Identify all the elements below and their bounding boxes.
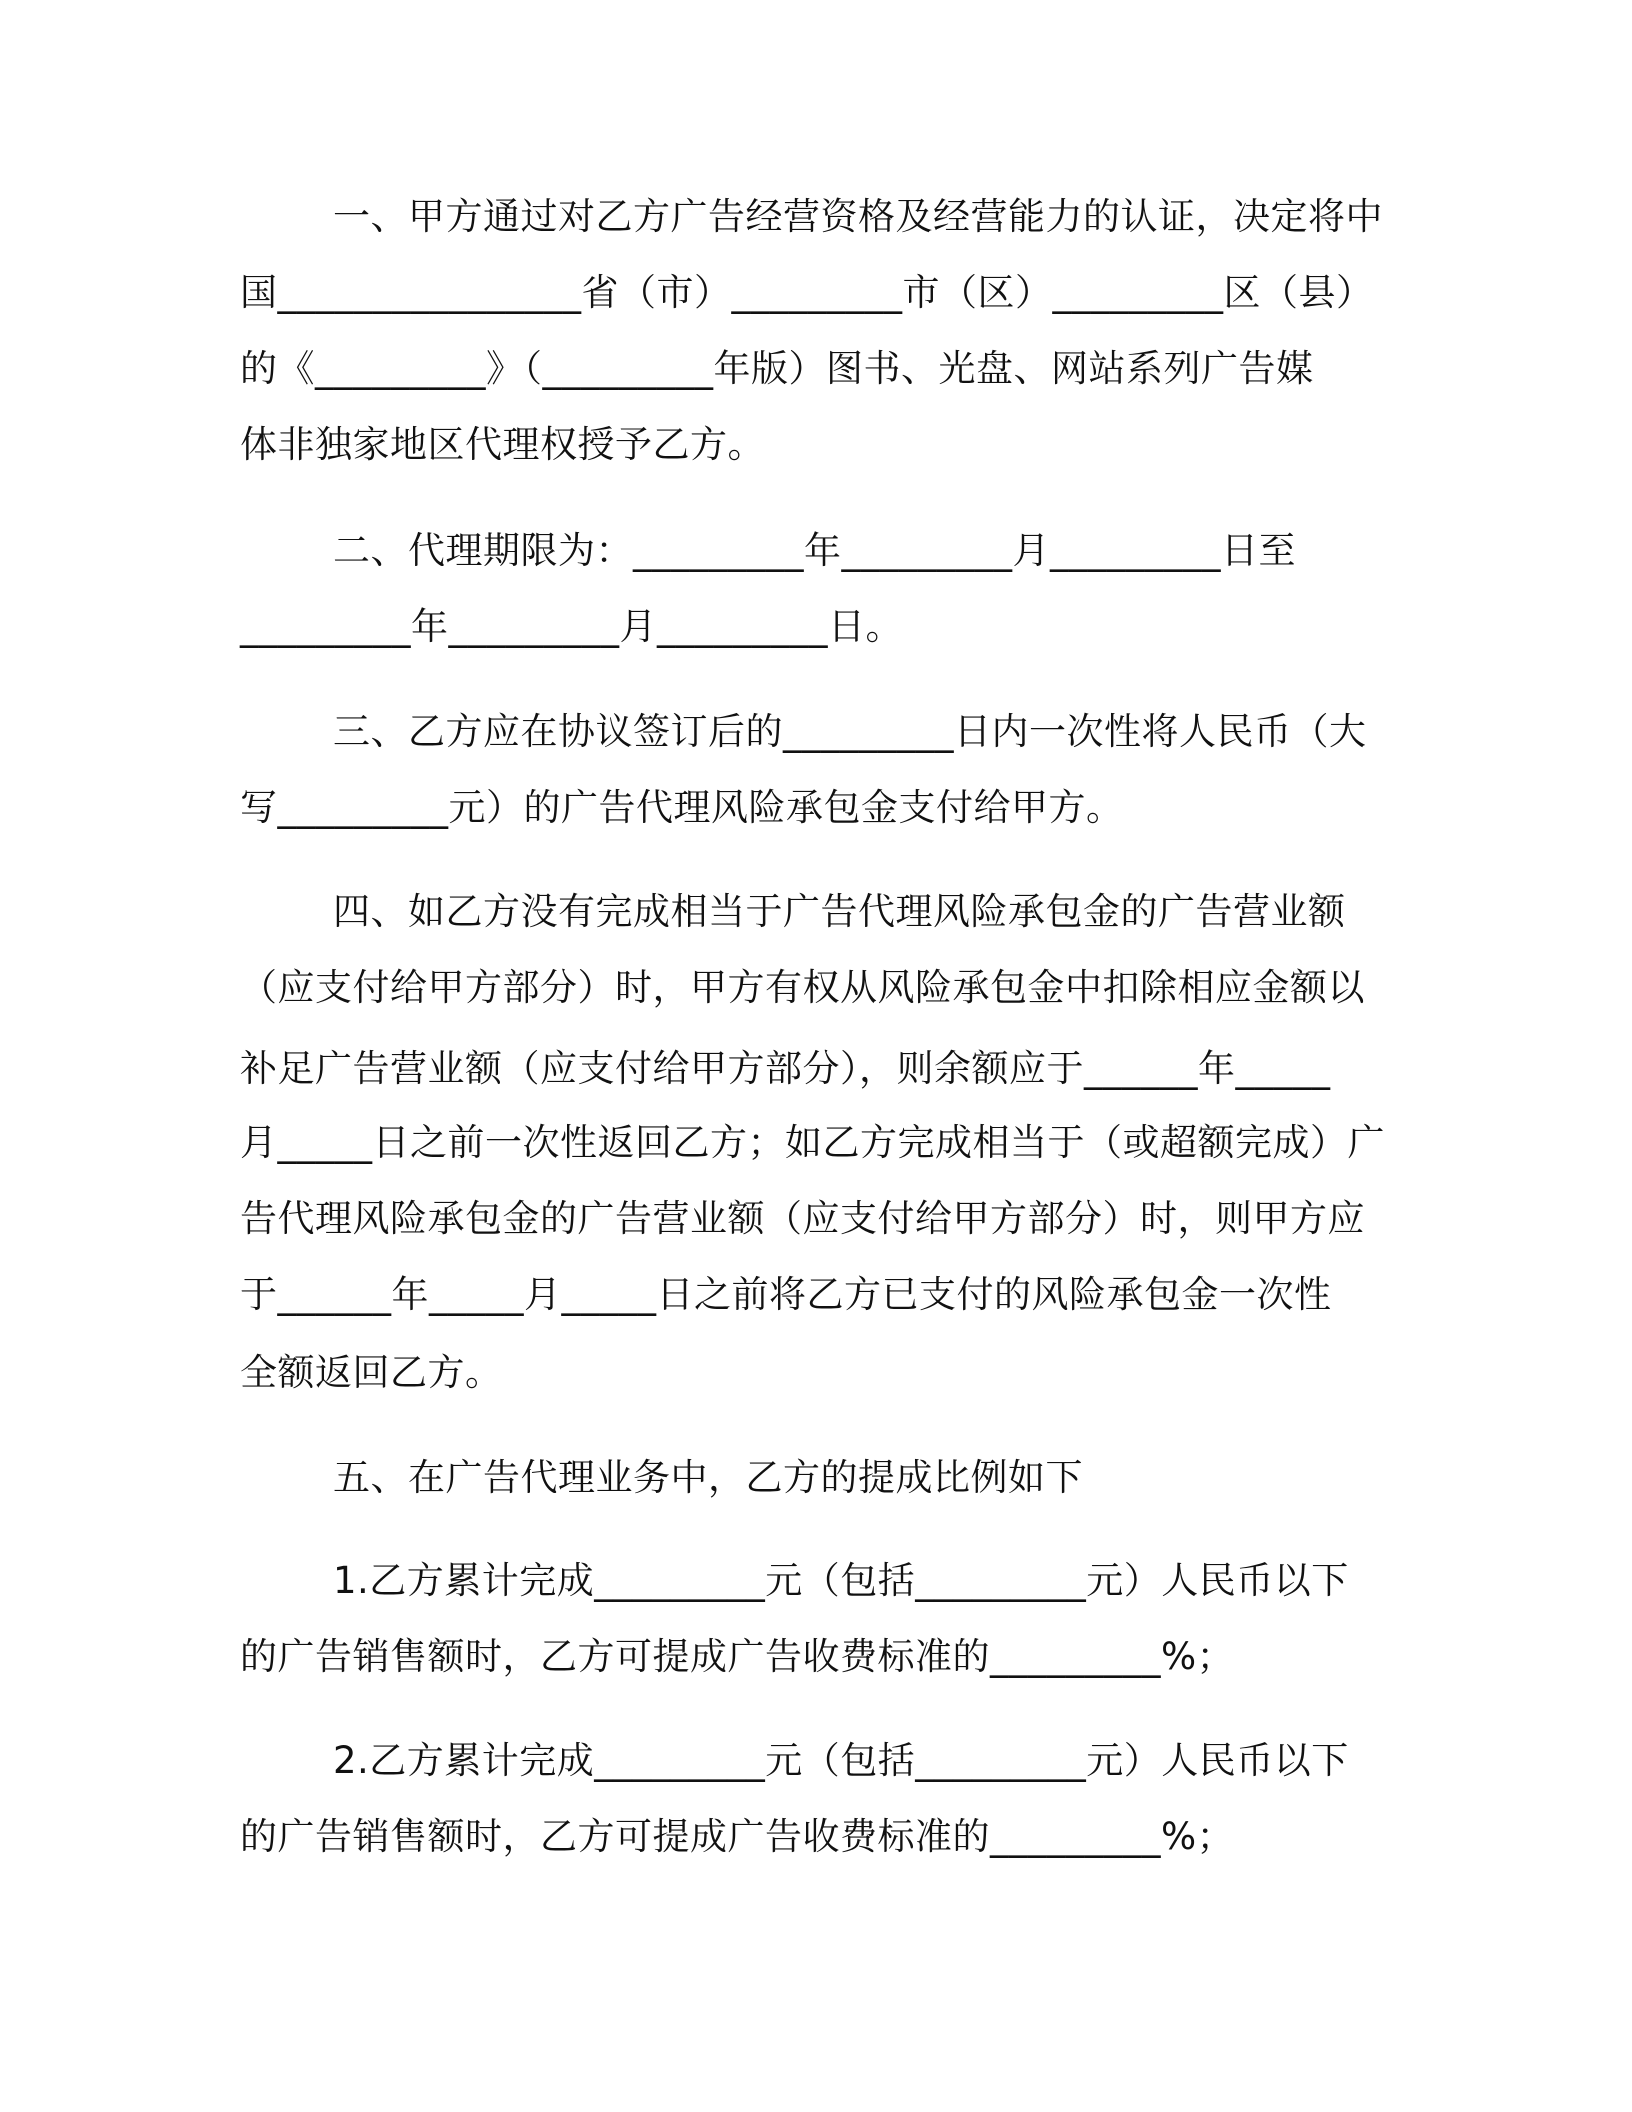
section-4-line-7: 全额返回乙方。 (240, 1351, 503, 1394)
section-3-line-2: 写_________元）的广告代理风险承包金支付给甲方。 (240, 786, 1124, 829)
section-1-line-3: 的《_________》（_________年版）图书、光盘、网站系列广告媒 (240, 347, 1314, 390)
section-4-line-2: （应支付给甲方部分）时，甲方有权从风险承包金中扣除相应金额以 (240, 966, 1365, 1009)
section-1-line-1: 一、甲方通过对乙方广告经营资格及经营能力的认证，决定将中 (333, 195, 1383, 238)
section-4-line-6: 于______年_____月_____日之前将乙方已支付的风险承包金一次性 (240, 1273, 1332, 1316)
section-4-line-3: 补足广告营业额（应支付给甲方部分），则余额应于______年_____ (240, 1047, 1331, 1090)
item-1-line-2: 的广告销售额时，乙方可提成广告收费标准的_________%； (240, 1635, 1235, 1678)
section-2-line-2: _________年_________月_________日。 (240, 605, 903, 648)
section-4-line-5: 告代理风险承包金的广告营业额（应支付给甲方部分）时，则甲方应 (240, 1197, 1365, 1240)
item-2-line-2: 的广告销售额时，乙方可提成广告收费标准的_________%； (240, 1815, 1235, 1858)
section-1-line-4: 体非独家地区代理权授予乙方。 (240, 423, 765, 466)
item-2-line-1: 2.乙方累计完成_________元（包括_________元）人民币以下 (333, 1739, 1349, 1782)
section-4-line-1: 四、如乙方没有完成相当于广告代理风险承包金的广告营业额 (333, 890, 1346, 933)
section-1-line-2: 国________________省（市）_________市（区）_________区（县） (240, 271, 1374, 314)
section-2-line-1: 二、代理期限为：_________年_________月_________日至 (333, 529, 1296, 572)
section-5-line-1: 五、在广告代理业务中，乙方的提成比例如下 (333, 1456, 1083, 1499)
section-4-line-4: 月_____日之前一次性返回乙方；如乙方完成相当于（或超额完成）广 (240, 1121, 1385, 1164)
section-3-line-1: 三、乙方应在协议签订后的_________日内一次性将人民币（大 (333, 710, 1367, 753)
item-1-line-1: 1.乙方累计完成_________元（包括_________元）人民币以下 (333, 1559, 1349, 1602)
